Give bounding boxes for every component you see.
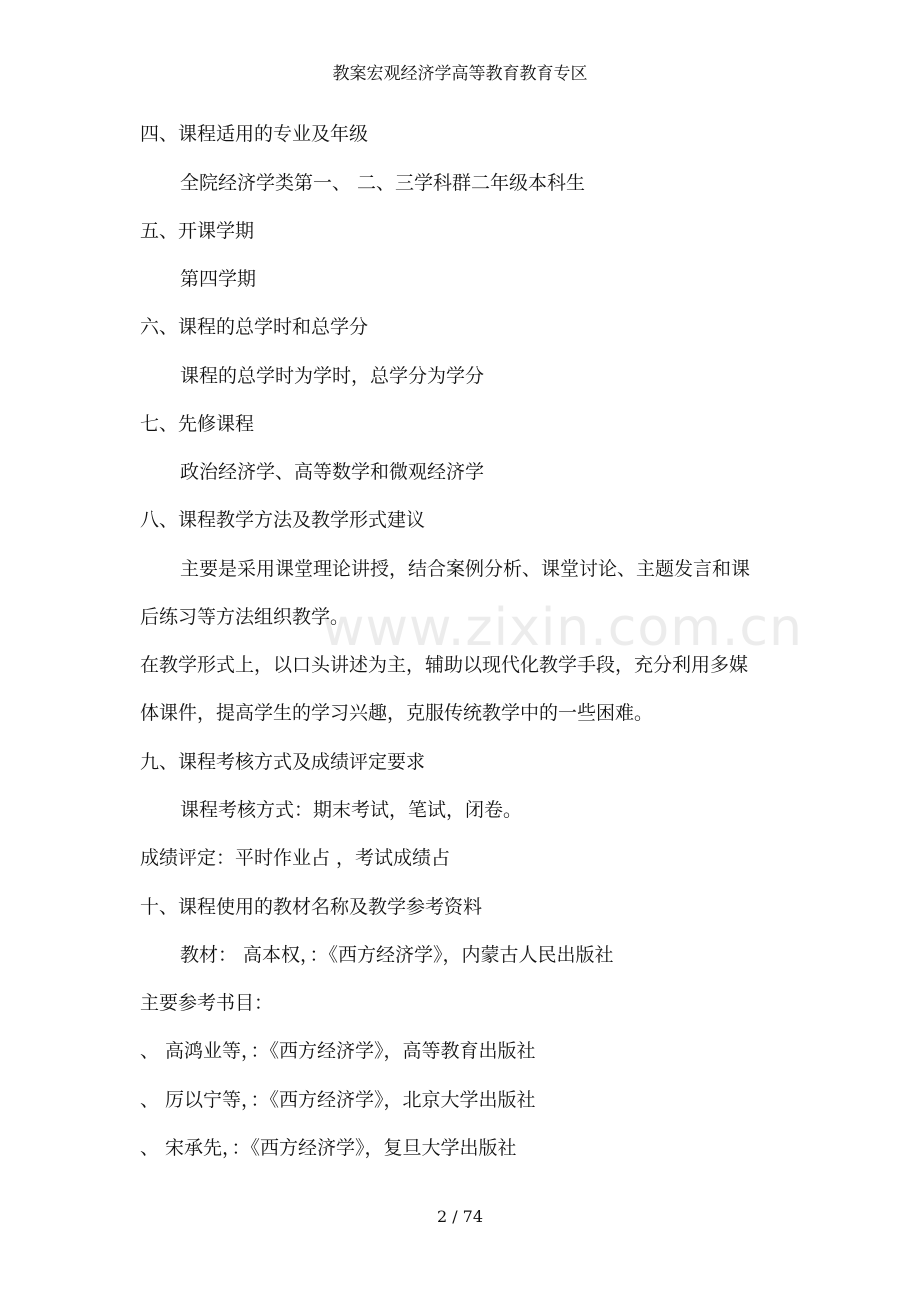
- heading-section-7: 七、先修课程: [140, 413, 255, 435]
- body-text-grading: 成绩评定：平时作业占 ，考试成绩占: [140, 847, 451, 869]
- heading-section-4: 四、课程适用的专业及年级: [140, 123, 369, 145]
- reference-item-1: 、 高鸿业等，：《西方经济学》，高等教育出版社: [140, 1040, 536, 1062]
- body-text-prerequisites: 政治经济学、高等数学和微观经济学: [180, 461, 485, 483]
- body-text-applicable-majors: 全院经济学类第一、 二、三学科群二年级本科生: [180, 172, 586, 194]
- reference-item-3: 、 宋承先，：《西方经济学》，复旦大学出版社: [140, 1137, 517, 1159]
- page-header-title: 教案宏观经济学高等教育教育专区: [332, 64, 588, 84]
- body-text-semester: 第四学期: [180, 268, 257, 290]
- body-text-methods-2: 后练习等方法组织教学。: [140, 606, 350, 628]
- reference-item-2: 、 厉以宁等，：《西方经济学》，北京大学出版社: [140, 1089, 536, 1111]
- heading-section-5: 五、开课学期: [140, 220, 255, 242]
- body-text-textbook: 教材： 高本权，：《西方经济学》，内蒙古人民出版社: [180, 944, 614, 966]
- body-text-forms-1: 在教学形式上，以口头讲述为主，辅助以现代化教学手段，充分利用多媒: [140, 654, 749, 676]
- heading-section-9: 九、课程考核方式及成绩评定要求: [140, 751, 426, 773]
- body-text-hours-credits: 课程的总学时为学时，总学分为学分: [180, 365, 485, 387]
- body-text-references-heading: 主要参考书目：: [140, 992, 274, 1014]
- heading-section-6: 六、课程的总学时和总学分: [140, 316, 369, 338]
- body-text-methods-1: 主要是采用课堂理论讲授，结合案例分析、课堂讨论、主题发言和课: [180, 558, 751, 580]
- heading-section-10: 十、课程使用的教材名称及教学参考资料: [140, 896, 483, 918]
- body-text-forms-2: 体课件，提高学生的学习兴趣，克服传统教学中的一些困难。: [140, 702, 654, 724]
- heading-section-8: 八、课程教学方法及教学形式建议: [140, 509, 426, 531]
- body-text-assessment: 课程考核方式：期末考试，笔试，闭卷。: [180, 799, 523, 821]
- watermark-text: www.zixin.com.cn: [322, 598, 803, 658]
- page-number: 2 / 74: [436, 1207, 484, 1226]
